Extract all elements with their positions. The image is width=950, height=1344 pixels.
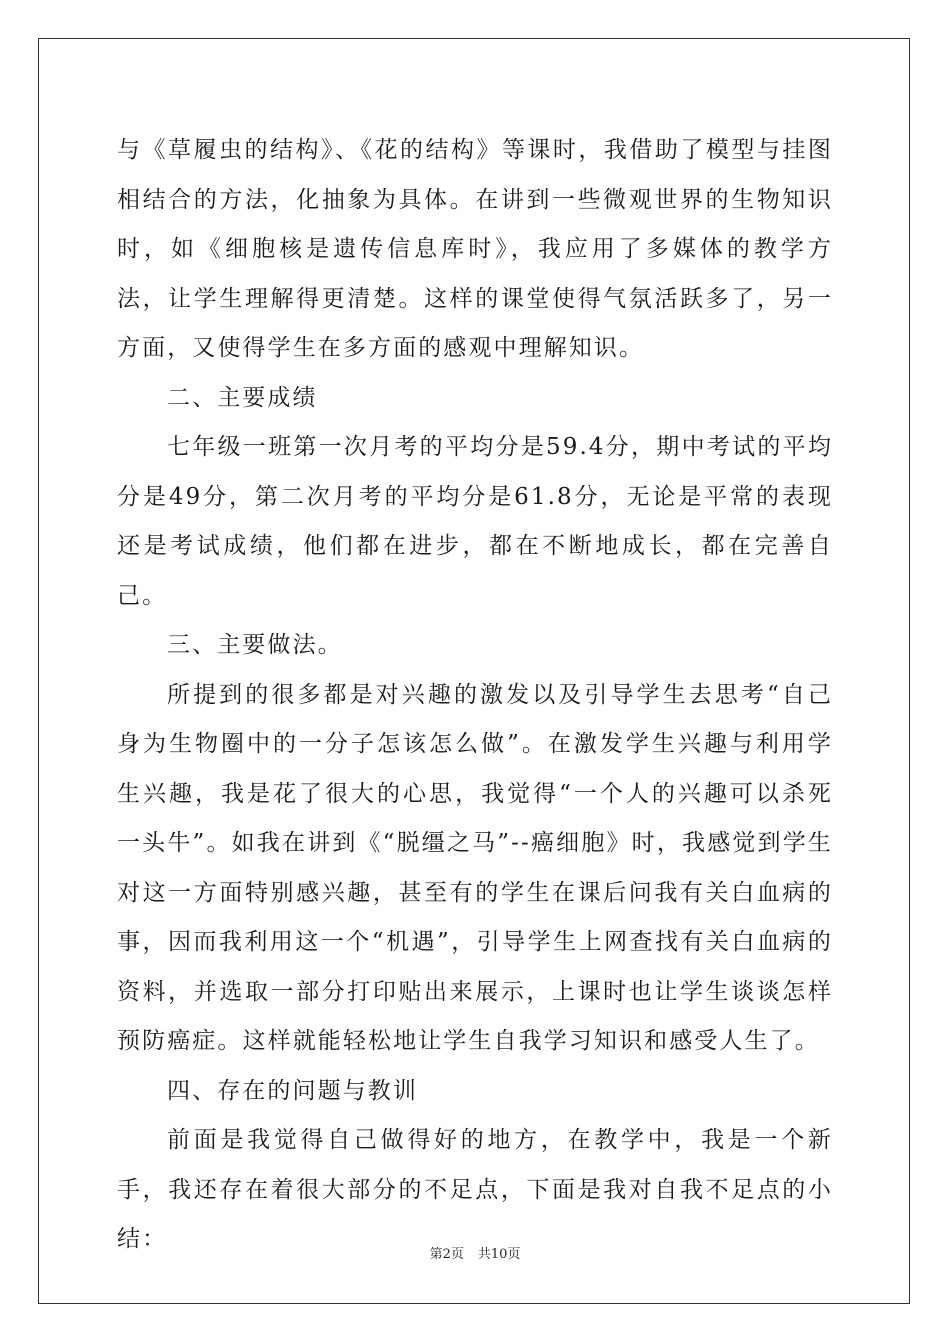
heading-main-methods: 三、主要做法。 bbox=[167, 632, 343, 658]
heading-problems-lessons: 四、存在的问题与教训 bbox=[167, 1077, 418, 1104]
heading-main-achievements: 二、主要成绩 bbox=[167, 384, 318, 411]
paragraph-intro-continued: 与《草履虫的结构》、《花的结构》等课时，我借助了模型与挂图相结合的方法，化抽象为具体。在讲到一些微观世界的生物知识时，如《细胞核是遗传信息库时》，我应用了多媒体的教学方法，让学生理解得更清楚。这样的课堂使得气氛活跃多了，另一方面，又使得学生在多方面的感观中理解知识。 bbox=[117, 137, 833, 361]
paragraph-problems: 前面是我觉得自己做得好的地方，在教学中，我是一个新手，我还存在着很大部分的不足点，下面是我对自我不足点的小结： bbox=[117, 1127, 833, 1252]
document-body bbox=[117, 126, 833, 1265]
paragraph-achievements: 七年级一班第一次月考的平均分是59.4分，期中考试的平均分是49分，第二次月考的平均分是61.8分，无论是平常的表现还是考试成绩，他们都在进步，都在不断地成长，都在完善自己。 bbox=[117, 434, 833, 609]
paragraph-methods: 所提到的很多都是对兴趣的激发以及引导学生去思考“自己身为生物圈中的一分子怎该怎么做”。在激发学生兴趣与利用学生兴趣，我是花了很大的心思，我觉得“一个人的兴趣可以杀死一头牛”。如我在讲到《“脱缰之马”--癌细胞》时，我感觉到学生对这一方面特别感兴趣，甚至有的学生在课后问我有关白血病的事，因而我利用这一个“机遇”，引导学生上网查找有关白血病的资料，并选取一部分打印贴出来展示，上课时也让学生谈谈怎样预防癌症。这样就能轻松地让学生自我学习知识和感受人生了。 bbox=[117, 681, 833, 1054]
page-total: 共10页 bbox=[477, 1247, 521, 1262]
page-footer bbox=[0, 1246, 950, 1264]
page-number: 第2页 bbox=[429, 1247, 464, 1262]
